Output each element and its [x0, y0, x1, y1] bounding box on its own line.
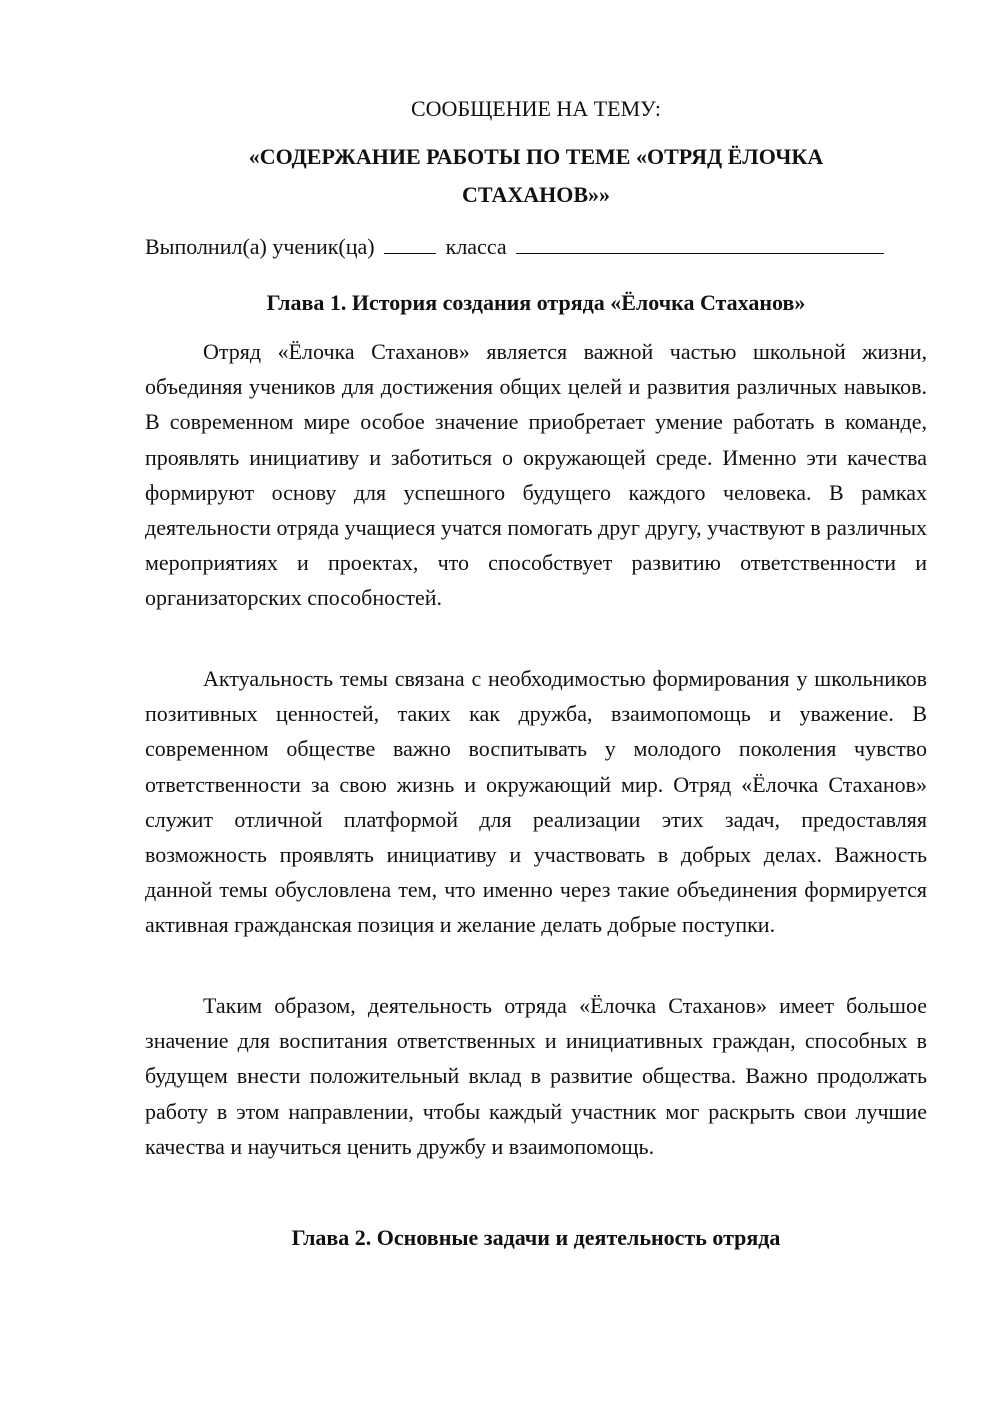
chapter-1-paragraph: Таким образом, деятельность отряда «Ёлочка Стаханов» имеет большое значение для воспитания ответственных и инициативных граждан, способных в будущем внести положительный вклад в развитие общества. Важно продолжать работу в этом направлении, чтобы каждый участник мог раскрыть свои лучшие качества и научиться ценить дружбу и взаимопомощь.: [145, 993, 927, 1159]
chapter-1-heading: Глава 1. История создания отряда «Ёлочка Стаханов»: [266, 290, 806, 315]
performed-by-label: Выполнил(а) ученик(ца): [145, 234, 375, 259]
chapter-1-paragraph: Отряд «Ёлочка Стаханов» является важной частью школьной жизни, объединяя учеников для достижения общих целей и развития различных навыков. В современном мире особое значение приобретает умение работать в команде, проявлять инициативу и заботиться о окружающей среде. Именно эти качества формируют основу для успешного будущего каждого человека. В рамках деятельности отряда учащиеся учатся помогать друг другу, участвуют в различных мероприятиях и проектах, что способствует развитию ответственности и организаторских способностей.: [145, 339, 927, 611]
student-name-blank-field: [516, 231, 884, 254]
grade-label: класса: [445, 234, 507, 259]
author-line: [145, 230, 927, 264]
grade-blank-field: [384, 231, 436, 254]
chapter-2-heading: Глава 2. Основные задачи и деятельность отряда: [291, 1225, 781, 1250]
document-kind: СООБЩЕНИЕ НА ТЕМУ:: [411, 96, 661, 121]
document-title: «СОДЕРЖАНИЕ РАБОТЫ ПО ТЕМЕ «ОТРЯД ЁЛОЧКА СТАХАНОВ»»: [248, 144, 824, 207]
chapter-1-paragraph: Актуальность темы связана с необходимостью формирования у школьников позитивных ценностей, таких как дружба, взаимопомощь и уважение. В современном обществе важно воспитывать у молодого поколения чувство ответственности за свою жизнь и окружающий мир. Отряд «Ёлочка Стаханов» служит отличной платформой для реализации этих задач, предоставляя возможность проявлять инициативу и участвовать в добрых делах. Важность данной темы обусловлена тем, что именно через такие объединения формируется активная гражданская позиция и желание делать добрые поступки.: [145, 666, 927, 938]
